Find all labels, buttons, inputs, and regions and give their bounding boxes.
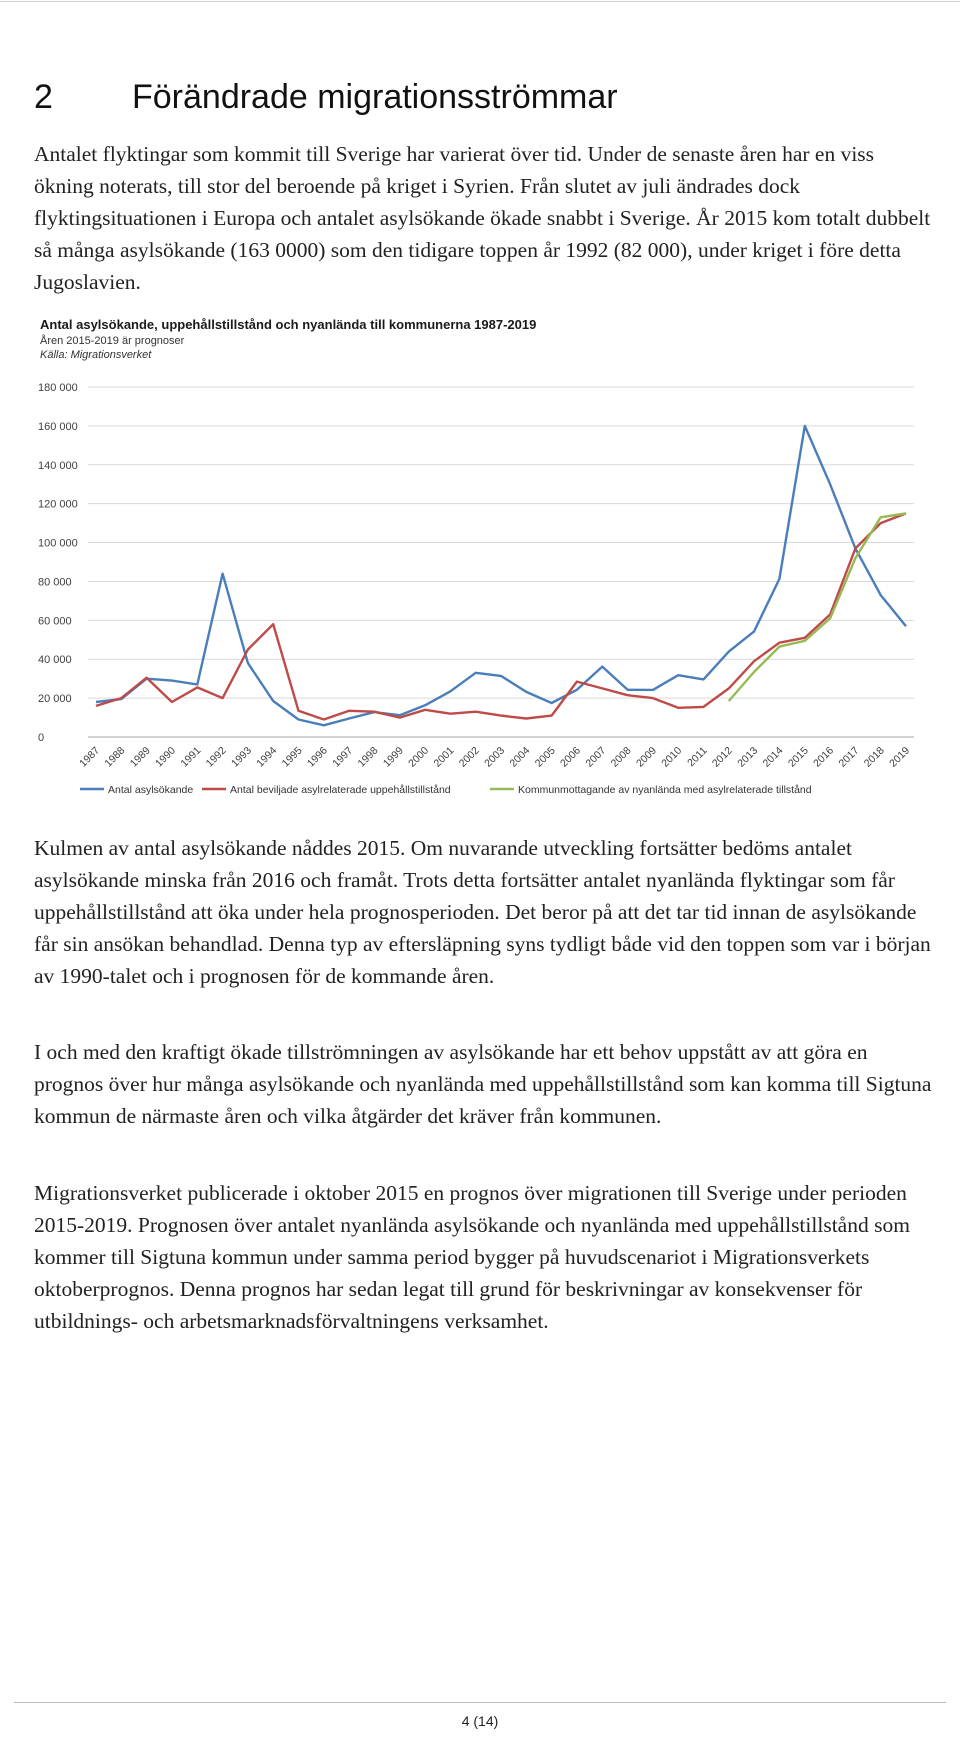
section-number: 2 xyxy=(34,78,53,116)
x-tick-label: 2011 xyxy=(685,744,710,770)
series-line-3 xyxy=(729,513,906,701)
x-tick-label: 2004 xyxy=(507,744,533,770)
x-tick-label: 2007 xyxy=(583,744,609,770)
x-tick-label: 2015 xyxy=(785,744,811,770)
legend-label-3: Kommunmottagande av nyanlända med asylrelaterade tillstånd xyxy=(518,784,812,796)
x-tick-label: 1988 xyxy=(102,744,128,770)
x-tick-label: 1999 xyxy=(380,744,406,770)
x-tick-label: 1994 xyxy=(254,744,280,770)
x-tick-label: 1991 xyxy=(178,744,204,770)
legend-label-2: Antal beviljade asylrelaterade uppehållstillstånd xyxy=(230,784,451,796)
x-tick-label: 2006 xyxy=(558,744,584,770)
asylum-line-chart xyxy=(36,315,926,805)
x-tick-label: 2019 xyxy=(887,744,913,770)
y-tick-label: 140 000 xyxy=(38,459,78,472)
x-tick-label: 2003 xyxy=(482,744,508,770)
forecast-need-paragraph: I och med den kraftigt ökade tillströmningen av asylsökande har ett behov uppstått av att göra en prognos över hur många asylsökande och nyanlända med uppehållstillstånd som kan komma till Sigtuna kommun de närmaste åren och vilka åtgärder det kräver från kommunen. xyxy=(34,1040,932,1128)
footer-divider xyxy=(14,1702,946,1703)
x-tick-label: 1996 xyxy=(304,744,330,770)
y-tick-label: 80 000 xyxy=(38,576,72,589)
page-top-border xyxy=(0,1,960,2)
section-heading xyxy=(34,78,618,117)
series-line-1 xyxy=(96,426,906,725)
peak-paragraph: Kulmen av antal asylsökande nåddes 2015. Om nuvarande utveckling fortsätter bedöms antalet asylsökande minska från 2016 och framåt. Trots detta fortsätter antalet nyanlända flyktingar som får uppehållstillstånd att öka under hela prognosperioden. Det beror på att det tar tid innan de asylsökande får sin ansökan behandlad. Denna typ av eftersläpning syns tydligt både vid den toppen som var i början av 1990-talet och i prognosen för de kommande åren. xyxy=(34,836,931,988)
y-tick-label: 60 000 xyxy=(38,615,72,628)
y-tick-label: 160 000 xyxy=(38,420,78,433)
x-tick-label: 2008 xyxy=(608,744,634,770)
x-tick-label: 1989 xyxy=(127,744,153,770)
x-tick-label: 1987 xyxy=(77,744,103,770)
chart-title: Antal asylsökande, uppehållstillstånd och nyanlända till kommunerna 1987-2019 xyxy=(40,317,537,332)
intro-paragraph: Antalet flyktingar som kommit till Sverige har varierat över tid. Under de senaste åren har en viss ökning noterats, till stor del beroende på kriget i Syrien. Från slutet av juli ändrades dock flyktingsituationen i Europa och antalet asylsökande ökade snabbt i Sverige. År 2015 kom totalt dubbelt så många asylsökande (163 0000) som den tidigare toppen år 1992 (82 000), under kriget i före detta Jugoslavien. xyxy=(34,142,931,294)
x-tick-label: 2002 xyxy=(456,744,482,770)
x-tick-label: 2017 xyxy=(836,744,862,770)
section-title: Förändrade migrationsströmmar xyxy=(132,78,618,116)
x-tick-label: 2001 xyxy=(431,744,457,770)
chart-source: Källa: Migrationsverket xyxy=(40,349,152,361)
y-tick-label: 0 xyxy=(38,732,45,744)
y-tick-label: 120 000 xyxy=(38,498,78,511)
x-tick-label: 2005 xyxy=(532,744,558,770)
y-tick-label: 40 000 xyxy=(38,654,72,667)
chart-subtitle: Åren 2015-2019 är prognoser xyxy=(40,335,185,347)
x-tick-label: 2012 xyxy=(709,744,735,770)
x-tick-label: 2018 xyxy=(861,744,887,770)
x-tick-label: 1992 xyxy=(203,744,229,770)
legend-label-1: Antal asylsökande xyxy=(108,784,194,796)
x-tick-label: 1993 xyxy=(228,744,254,770)
x-tick-label: 2016 xyxy=(811,744,837,770)
page-number: 4 (14) xyxy=(461,1713,499,1729)
x-tick-label: 1998 xyxy=(355,744,381,770)
x-tick-label: 1995 xyxy=(279,744,305,770)
x-tick-label: 2000 xyxy=(406,744,432,770)
y-tick-label: 20 000 xyxy=(38,693,72,706)
x-tick-label: 2013 xyxy=(735,744,761,770)
x-tick-label: 1997 xyxy=(330,744,356,770)
migration-agency-paragraph: Migrationsverket publicerade i oktober 2015 en prognos över migrationen till Sverige under perioden 2015-2019. Prognosen över antalet nyanlända asylsökande och nyanlända med uppehållstillstånd som kommer till Sigtuna kommun under samma period bygger på huvudscenariot i Migrationsverkets oktoberprognos. Denna prognos har sedan legat till grund för beskrivningar av konsekvenser för utbildnings- och arbetsmarknadsförvaltningens verksamhet. xyxy=(34,1181,910,1333)
x-tick-label: 1990 xyxy=(153,744,179,770)
y-tick-label: 180 000 xyxy=(38,382,78,394)
x-tick-label: 2009 xyxy=(633,744,659,770)
x-tick-label: 2010 xyxy=(659,744,685,770)
x-tick-label: 2014 xyxy=(760,744,786,770)
y-tick-label: 100 000 xyxy=(38,537,78,550)
